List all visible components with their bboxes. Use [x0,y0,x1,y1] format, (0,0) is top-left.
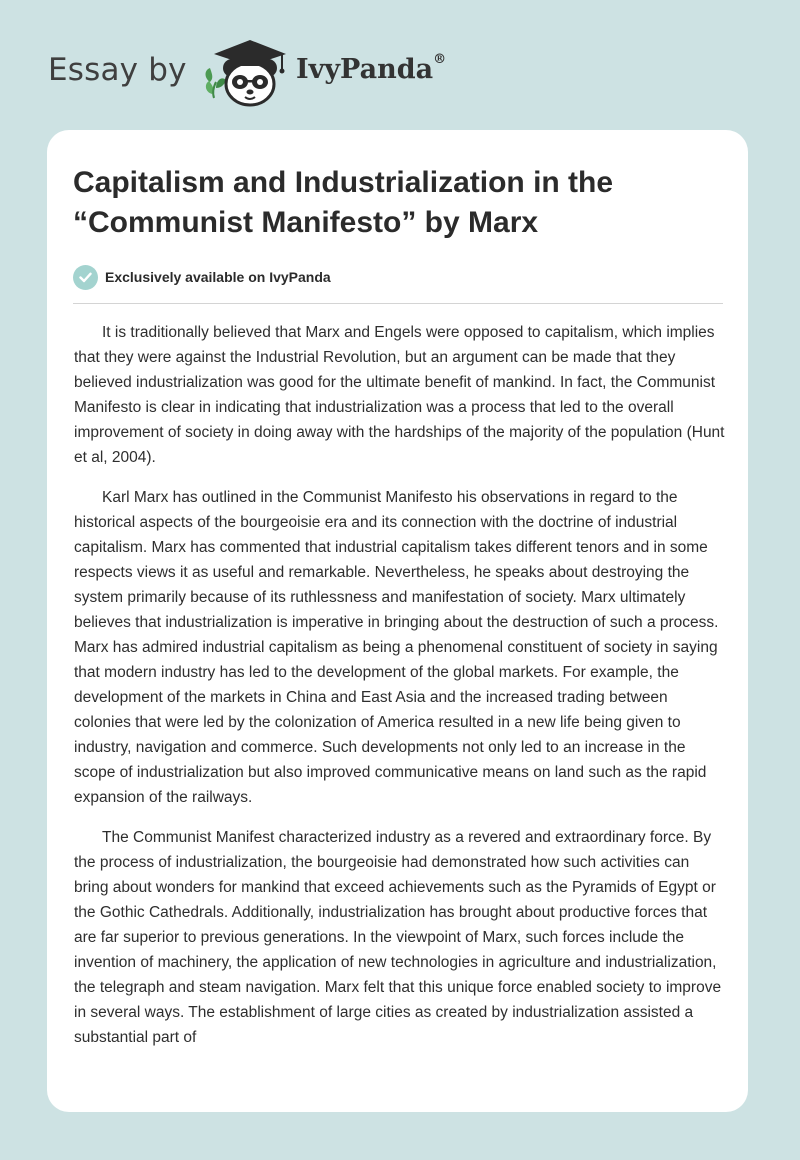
panda-logo-icon [202,36,294,108]
registered-mark: ® [433,52,447,67]
title-divider [73,303,723,304]
essay-by-label: Essay by [48,52,187,88]
brand-name-text: IvyPanda [296,54,434,85]
essay-paragraph: The Communist Manifest characterized industry as a revered and extraordinary force. By the process of industrialization, the bourgeoisie had demonstrated how such activities can bring about wonders for mankind that exceed achievements such as the Pyramids of Egypt or the Gothic Cathedrals. Additionally, industrialization has brought about productive forces that are far superior to previous generations. In the viewpoint of Marx, such forces include the invention of machinery, the application of new technologies in agriculture and industrialization, the telegraph and steam navigation. Marx felt that this unique force enabled society to improve in several ways. The establishment of large cities as created by industrialization assisted a substantial part of [74,829,722,1046]
brand-name [296,54,446,85]
essay-card [47,130,748,1112]
exclusive-badge [73,264,331,290]
exclusive-badge-label: Exclusively available on IvyPanda [105,269,331,285]
site-header [0,0,800,130]
check-circle-icon [73,265,98,290]
essay-paragraph: Karl Marx has outlined in the Communist Manifesto his observations in regard to the historical aspects of the bourgeoisie era and its connection with the doctrine of industrial capitalism. Marx has commented that industrial capitalism takes different tenors and in some respects views it as useful and remarkable. Nevertheless, he speaks about destroying the system primarily because of its ruthlessness and manifestation of society. Marx ultimately believes that industrialization is imperative in bringing about the destruction of such a process. Marx has admired industrial capitalism as being a phenomenal constituent of society in saying that modern industry has led to the development of the global markets. For example, the development of the markets in China and East Asia and the increased trading between colonies that were led by the colonization of America resulted in a new life being given to industry, navigation and commerce. Such developments not only led to an increase in the scope of industrialization but also improved communicative means on land such as the rapid expansion of the railways. [74,489,719,806]
essay-paragraph: It is traditionally believed that Marx and Engels were opposed to capitalism, which implies that they were against the Industrial Revolution, but an argument can be made that they believed industrialization was good for the ultimate benefit of mankind. In fact, the Communist Manifesto is clear in indicating that industrialization was a process that led to the overall improvement of society in doing away with the hardships of the majority of the population (Hunt et al, 2004). [74,324,725,466]
essay-body [74,320,726,1065]
essay-title: Capitalism and Industrialization in the “Communist Manifesto” by Marx [73,166,614,239]
